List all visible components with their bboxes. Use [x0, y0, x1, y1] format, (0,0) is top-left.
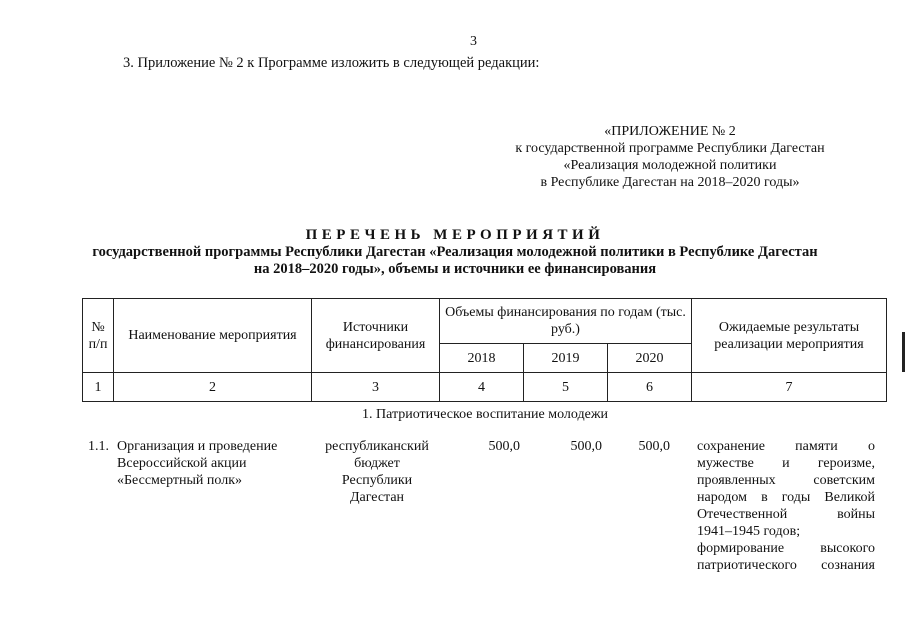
activity-name-line: Всероссийской акции	[117, 456, 247, 471]
header-num: № п/п	[83, 299, 114, 373]
funding-source-line: республиканский	[325, 439, 429, 454]
row-number: 1.1.	[88, 439, 109, 454]
funding-source-line: Дагестан	[349, 490, 405, 505]
appendix-line: к государственной программе Республики Дагестан	[515, 141, 825, 156]
result-line: народом в годы Великой	[697, 490, 875, 505]
result-line: Отечественной войны	[697, 507, 875, 522]
appendix-line: «Реализация молодежной политики	[563, 158, 777, 173]
header-year: 2020	[608, 344, 692, 373]
appendix-line: в Республике Дагестан на 2018–2020 годы»	[540, 175, 800, 190]
header-source: Источники финансирования	[312, 299, 440, 373]
title-line: на 2018–2020 годы», объемы и источники ее финансирования	[253, 261, 657, 277]
column-number: 4	[440, 373, 524, 402]
activity-name-line: Организация и проведение	[117, 439, 278, 454]
funding-source-line: Республики	[341, 473, 413, 488]
result-line: мужестве и героизме,	[697, 456, 875, 471]
expected-results	[697, 438, 875, 574]
funding-source-line: бюджет	[354, 456, 400, 471]
section-heading: 1. Патриотическое воспитание молодежи	[362, 407, 608, 422]
column-number: 1	[83, 373, 114, 402]
page-number: 3	[470, 34, 477, 49]
header-results: Ожидаемые результаты реализации мероприятия	[692, 299, 887, 373]
column-number: 5	[524, 373, 608, 402]
column-number: 7	[692, 373, 887, 402]
header-year: 2018	[440, 344, 524, 373]
document-title	[60, 227, 850, 278]
appendix-block	[490, 123, 850, 191]
result-line: патриотического сознания	[697, 558, 875, 573]
header-funding: Объемы финансирования по годам (тыс. руб.)	[440, 299, 692, 344]
intro-text: 3. Приложение № 2 к Программе изложить в следующей редакции:	[123, 55, 540, 71]
funding-source	[314, 438, 440, 506]
activities-table	[82, 298, 887, 402]
column-number: 3	[312, 373, 440, 402]
result-line: сохранение памяти о	[697, 439, 875, 454]
title-line: государственной программы Республики Дагестан «Реализация молодежной политики в Республике Дагестан	[92, 244, 818, 260]
result-line: проявленных советским	[697, 473, 875, 488]
title-heading: ПЕРЕЧЕНЬ МЕРОПРИЯТИЙ	[305, 227, 605, 243]
value-2019: 500,0	[570, 439, 602, 454]
activity-name	[117, 438, 307, 489]
activity-name-line: «Бессмертный полк»	[117, 473, 243, 488]
value-2018: 500,0	[488, 439, 520, 454]
column-number: 2	[114, 373, 312, 402]
header-name: Наименование мероприятия	[114, 299, 312, 373]
result-line: формирование высокого	[697, 541, 875, 556]
column-number: 6	[608, 373, 692, 402]
appendix-line: «ПРИЛОЖЕНИЕ № 2	[604, 124, 736, 139]
header-year: 2019	[524, 344, 608, 373]
result-line: 1941–1945 годов;	[697, 524, 801, 539]
value-2020: 500,0	[638, 439, 670, 454]
